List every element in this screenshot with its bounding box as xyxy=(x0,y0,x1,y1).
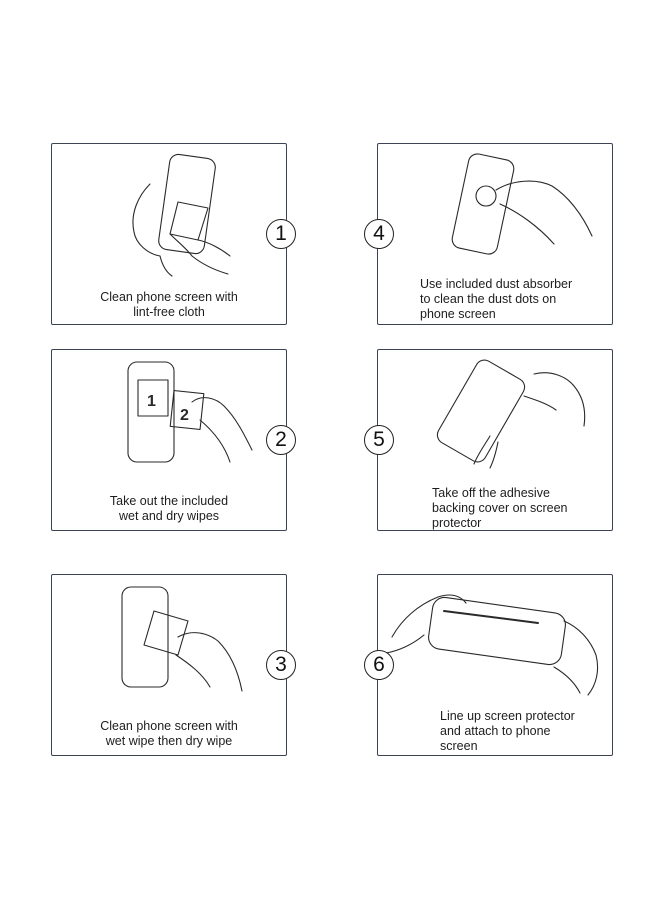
phone-outline xyxy=(128,362,174,462)
step-3-caption: Clean phone screen with wet wipe then dry wipe xyxy=(100,719,238,748)
step-5-caption: Take off the adhesive backing cover on screen protector xyxy=(432,486,568,530)
wipe-label-2: 2 xyxy=(180,407,189,424)
protector-edge xyxy=(444,611,538,623)
step-3-panel xyxy=(51,574,287,756)
step-1-number: 1 xyxy=(266,219,296,249)
step-6-number: 6 xyxy=(364,650,394,680)
cloth-outline xyxy=(170,202,208,240)
step-4-caption: Use included dust absorber to clean the dust dots on phone screen xyxy=(420,277,573,321)
step-2-panel xyxy=(51,349,287,531)
phone-outline xyxy=(427,596,567,666)
step-5-panel xyxy=(377,349,613,531)
screen-protector-outline xyxy=(434,357,528,465)
step-5-number: 5 xyxy=(364,425,394,455)
phone-outline xyxy=(122,587,168,687)
step-2-number: 2 xyxy=(266,425,296,455)
step-2-caption: Take out the included wet and dry wipes xyxy=(109,494,229,523)
step-4-panel xyxy=(377,143,613,325)
step-6-panel xyxy=(377,574,613,756)
step-6-caption: Line up screen protector and attach to phone screen xyxy=(440,709,575,753)
wipe-label-1: 1 xyxy=(147,393,156,410)
phone-outline xyxy=(451,152,516,255)
step-1-caption: Clean phone screen with lint-free cloth xyxy=(100,290,238,319)
dust-absorber-sticker xyxy=(476,186,496,206)
step-1-panel xyxy=(51,143,287,325)
wipe-outline xyxy=(144,611,188,655)
step-3-number: 3 xyxy=(266,650,296,680)
step-4-number: 4 xyxy=(364,219,394,249)
